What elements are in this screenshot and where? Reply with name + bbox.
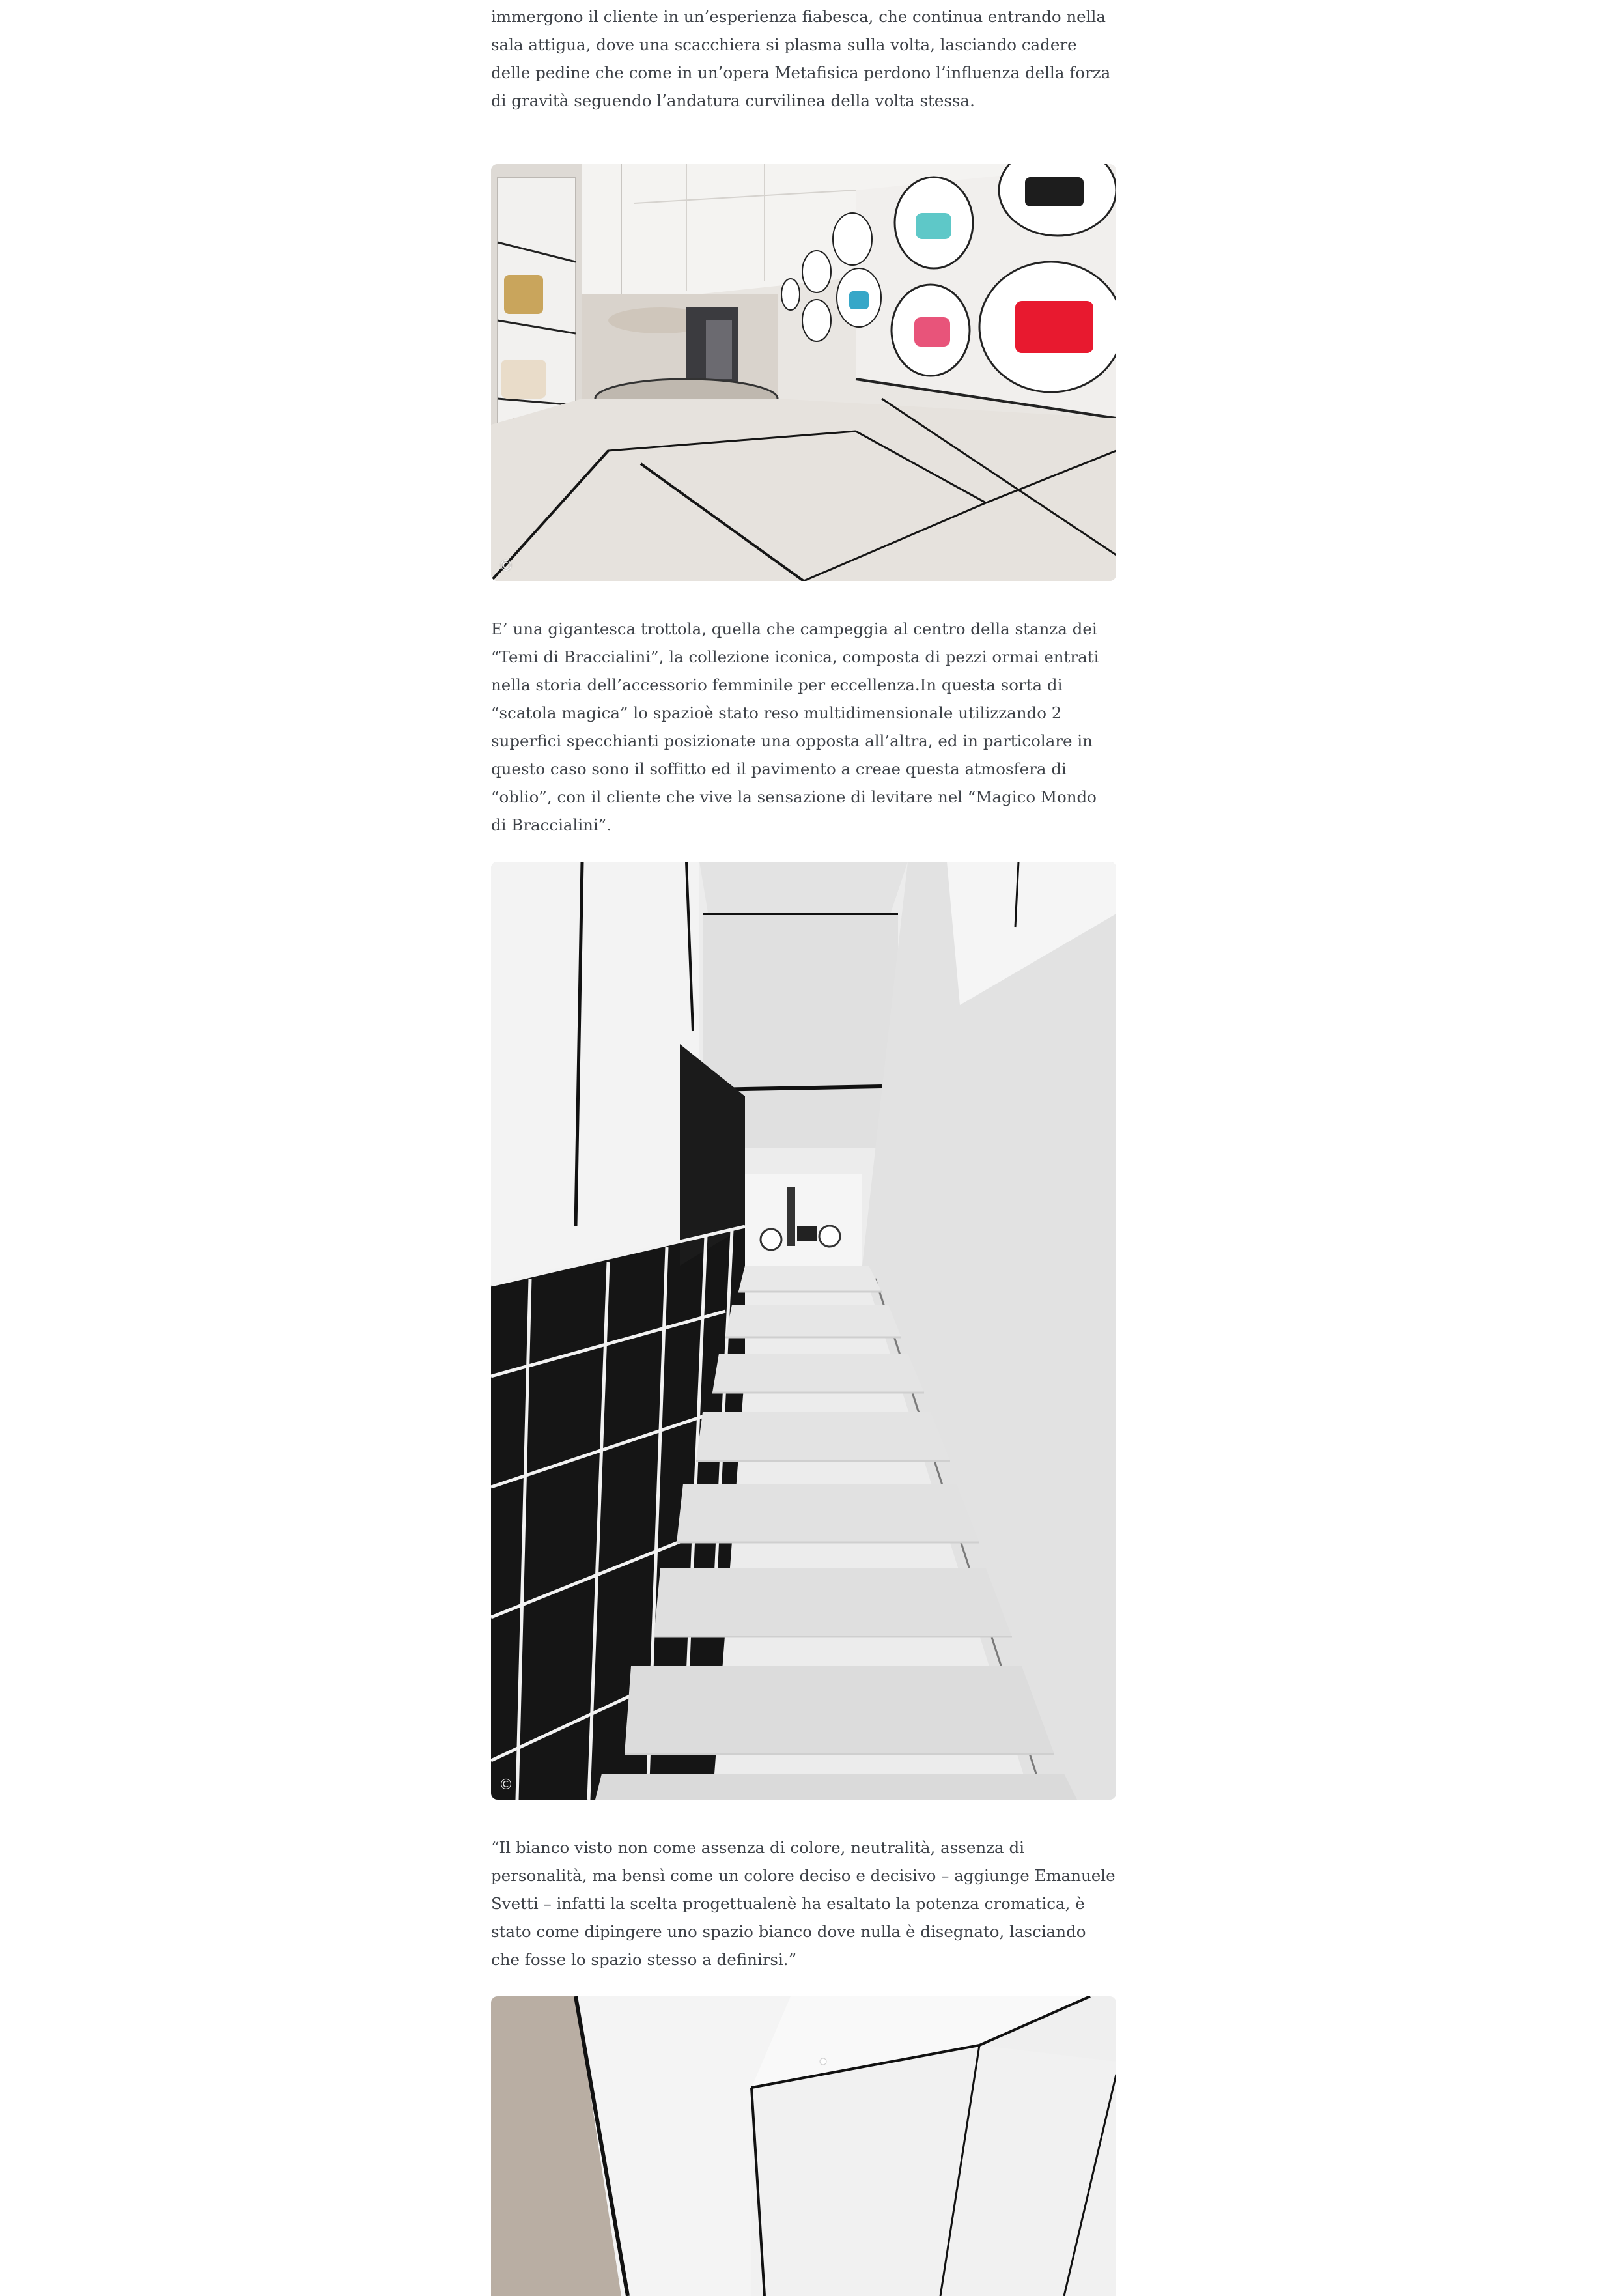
staircase-photo [491,862,1116,1800]
store-interior-photo [491,164,1116,581]
article-image-store-interior[interactable] [491,164,1116,581]
article-paragraph-3: “Il bianco visto non come assenza di colore, neutralità, assenza di personalità, ma bensì come un colore deciso e decisivo – aggiunge Emanuele Svetti – infatti la scelta progettualenè ha esaltato la potenza cromatica, è stato come dipingere uno spazio bianco dove nulla è disegnato, lasciando che fosse lo spazio stesso a definirsi.” [491,1838,1116,1969]
copyright-symbol: © [499,558,513,574]
article-image-staircase[interactable] [491,862,1116,1800]
article-paragraph-2: E’ una gigantesca trottola, quella che campeggia al centro della stanza dei “Temi di Braccialini”, la collezione iconica, composta di pezzi ormai entrati nella storia dell’accessorio femminile per eccellenza.In questa sorta di “scatola magica” lo spazioè stato reso multidimensionale utilizzando 2 superfici specchianti posizionate una opposta all’altra, ed in particolare in questo caso sono il soffitto ed il pavimento a creae questa atmosfera di “oblio”, con il cliente che vive la sensazione di levitare nel “Magico Mondo di Braccialini”. [491,619,1099,834]
article-paragraph-1: immergono il cliente in un’esperienza fiabesca, che continua entrando nella sala attigua, dove una scacchiera si plasma sulla volta, lasciando cadere delle pedine che come in un’opera Metafisica perdono l’influenza della forza di gravità seguendo l’andatura curvilinea della volta stessa. [491,7,1111,110]
white-room-photo [491,1996,1116,2296]
copyright-symbol: © [499,1777,513,1793]
article-image-white-room[interactable] [491,1996,1116,2296]
